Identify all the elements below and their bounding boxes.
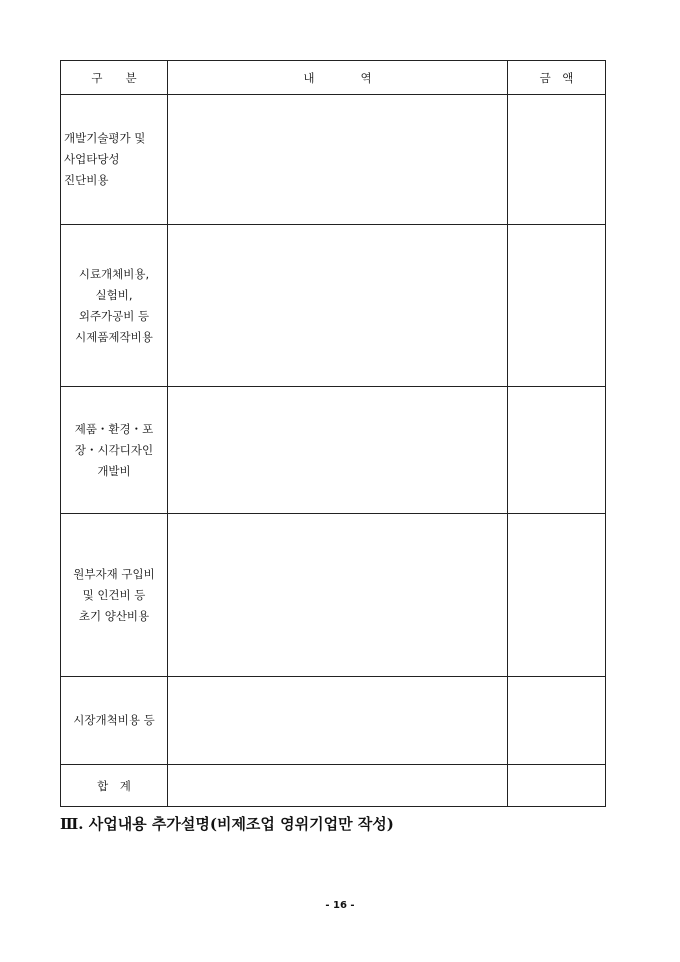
detail-cell[interactable]	[168, 387, 508, 514]
row-label-line: 시제품제작비용	[75, 329, 153, 344]
row-label-line: 개발기술평가 및	[64, 131, 146, 145]
amount-cell[interactable]	[508, 514, 606, 677]
budget-table	[60, 60, 606, 807]
row-label-line: 초기 양산비용	[78, 608, 150, 623]
row-label-line: 시료개체비용,	[78, 266, 150, 281]
header-details: 내 역	[168, 61, 508, 95]
table-row	[61, 387, 606, 514]
row-label-line: 장・시각디자인	[74, 442, 154, 457]
row-label-line: 진단비용	[64, 173, 109, 187]
header-amount: 금 액	[508, 61, 606, 95]
section-title: Ⅲ. 사업내용 추가설명(비제조업 영위기업만 작성)	[60, 815, 394, 833]
detail-cell[interactable]	[168, 225, 508, 387]
amount-cell[interactable]	[508, 225, 606, 387]
row-label-line: 실험비,	[95, 287, 133, 302]
detail-cell[interactable]	[168, 95, 508, 225]
row-label	[61, 225, 168, 387]
row-label	[61, 387, 168, 514]
row-label-line: 사업타당성	[64, 152, 120, 166]
header-category: 구 분	[61, 61, 168, 95]
table-header-row	[61, 61, 606, 95]
total-row	[61, 765, 606, 807]
row-label	[61, 514, 168, 677]
row-label-line: 원부자재 구입비	[73, 566, 155, 581]
amount-cell[interactable]	[508, 677, 606, 765]
table-row	[61, 514, 606, 677]
row-label	[61, 95, 168, 225]
table-row	[61, 225, 606, 387]
table-row	[61, 95, 606, 225]
page-number: - 16 -	[325, 900, 355, 911]
total-amount-cell[interactable]	[508, 765, 606, 807]
row-label-line: 시장개척비용 등	[73, 713, 155, 727]
row-label-line: 제품・환경・포	[74, 421, 154, 436]
total-detail-cell[interactable]	[168, 765, 508, 807]
total-label: 합 계	[61, 765, 168, 807]
amount-cell[interactable]	[508, 387, 606, 514]
table-row	[61, 677, 606, 765]
row-label-line: 개발비	[97, 463, 131, 478]
detail-cell[interactable]	[168, 514, 508, 677]
row-label-line: 및 인건비 등	[82, 587, 146, 602]
row-label	[61, 677, 168, 765]
row-label-line: 외주가공비 등	[78, 308, 150, 323]
detail-cell[interactable]	[168, 677, 508, 765]
amount-cell[interactable]	[508, 95, 606, 225]
